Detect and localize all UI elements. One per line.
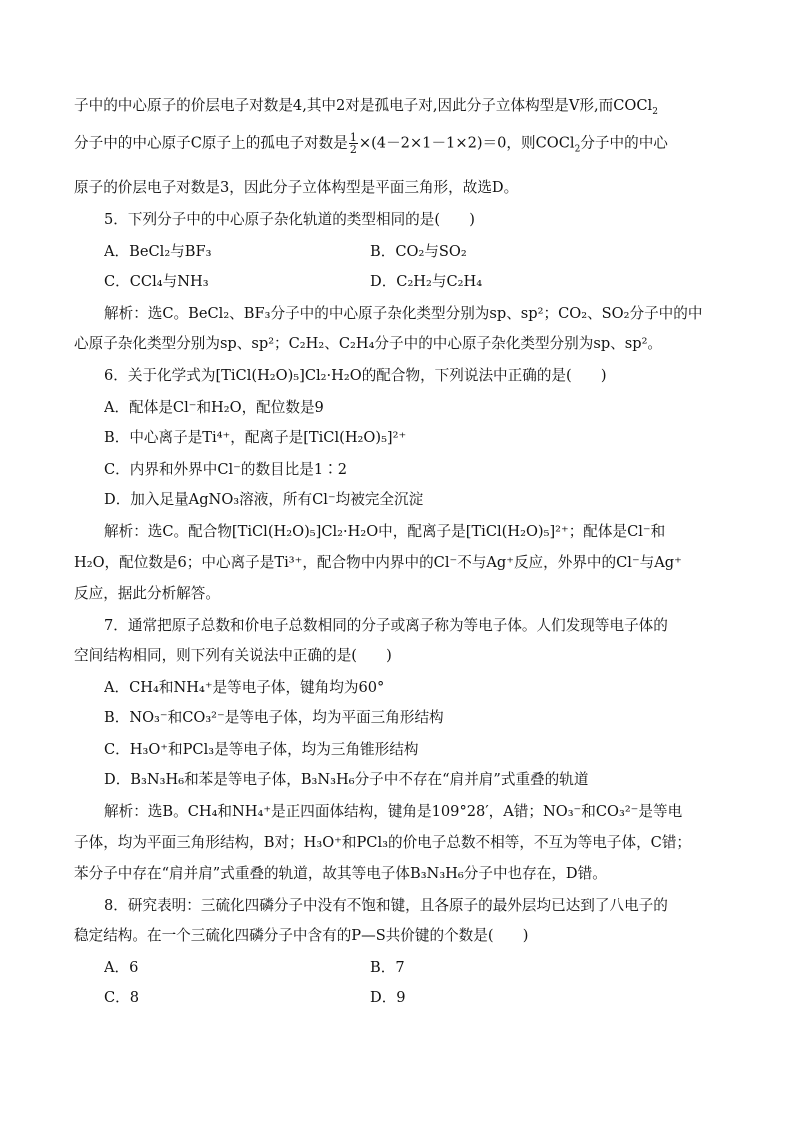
q5-explanation-line-2: 心原子杂化类型分别为sp、sp²；C₂H₂、C₂H₄分子中的中心原子杂化类型分别为sp、sp²。 (74, 335, 663, 352)
intro-line-2-sub: 2 (574, 144, 581, 155)
q7-stem-line-1: 7．通常把原子总数和价电子总数相同的分子或离子称为等电子体。人们发现等电子体的 (104, 617, 668, 634)
q5-stem: 5．下列分子中的中心原子杂化轨道的类型相同的是( ) (104, 211, 475, 228)
intro-line-2b: ×(4－2×1－1×2)＝0，则COCl (358, 134, 575, 152)
q7-explanation-line-1: 解析：选B。CH₄和NH₄⁺是正四面体结构，键角是109°28′，A错；NO₃⁻和CO₃²⁻是等电 (104, 803, 683, 820)
q6-explanation-line-2: H₂O，配位数是6；中心离子是Ti³⁺，配合物中内界中的Cl⁻不与Ag⁺反应，外界中的Cl⁻与Ag⁺ (74, 554, 682, 571)
q8-stem-line-2: 稳定结构。在一个三硫化四磷分子中含有的P—S共价键的个数是( ) (74, 927, 529, 944)
q6-explanation-line-1: 解析：选C。配合物[TiCl(H₂O)₅]Cl₂·H₂O中，配离子是[TiCl(H₂O)₅]²⁺；配体是Cl⁻和 (104, 523, 666, 540)
q6-stem: 6．关于化学式为[TiCl(H₂O)₅]Cl₂·H₂O的配合物，下列说法中正确的是( ) (104, 367, 607, 384)
intro-line-1 (74, 96, 724, 122)
q7-explanation-line-3: 苯分子中存在“肩并肩”式重叠的轨道，故其等电子体B₃N₃H₆分子中也存在，D错。 (74, 865, 607, 882)
fraction (349, 132, 358, 155)
q7-option-a: A．CH₄和NH₄⁺是等电子体，键角均为60° (104, 679, 385, 696)
q5-option-d: D．C₂H₂与C₂H₄ (370, 273, 483, 290)
q6-option-c: C．内界和外界中Cl⁻的数目比是1∶2 (104, 461, 347, 478)
intro-line-2c: 分子中的中心 (580, 134, 668, 152)
fraction-numerator: 1 (349, 132, 357, 144)
q7-stem-line-2: 空间结构相同，则下列有关说法中正确的是( ) (74, 647, 392, 664)
q6-option-a: A．配体是Cl⁻和H₂O，配位数是9 (104, 399, 324, 416)
q6-option-d: D．加入足量AgNO₃溶液，所有Cl⁻均被完全沉淀 (104, 491, 424, 508)
fraction-denominator: 2 (349, 143, 357, 156)
q8-stem-line-1: 8．研究表明：三硫化四磷分子中没有不饱和键，且各原子的最外层均已达到了八电子的 (104, 897, 668, 914)
q6-option-b: B．中心离子是Ti⁴⁺，配离子是[TiCl(H₂O)₅]²⁺ (104, 429, 407, 446)
intro-line-1-text: 子中的中心原子的价层电子对数是4,其中2对是孤电子对,因此分子立体构型是V形,而COCl (74, 97, 653, 114)
intro-line-2 (74, 132, 724, 159)
q5-option-a: A．BeCl₂与BF₃ (104, 243, 212, 260)
q7-option-c: C．H₃O⁺和PCl₃是等电子体，均为三角锥形结构 (104, 741, 419, 758)
intro-line-1-sub: 2 (652, 106, 658, 117)
q5-option-b: B．CO₂与SO₂ (370, 243, 467, 260)
q7-option-d: D．B₃N₃H₆和苯是等电子体，B₃N₃H₆分子中不存在“肩并肩”式重叠的轨道 (104, 771, 589, 788)
q8-option-d: D．9 (370, 989, 406, 1006)
q7-option-b: B．NO₃⁻和CO₃²⁻是等电子体，均为平面三角形结构 (104, 709, 444, 726)
intro-line-3: 原子的价层电子对数是3，因此分子立体构型是平面三角形，故选D。 (74, 179, 519, 196)
q5-option-c: C．CCl₄与NH₃ (104, 273, 209, 290)
q5-explanation-line-1: 解析：选C。BeCl₂、BF₃分子中的中心原子杂化类型分别为sp、sp²；CO₂、SO₂分子中的中 (104, 305, 703, 322)
q8-option-c: C．8 (104, 989, 140, 1006)
q8-option-b: B．7 (370, 959, 405, 976)
intro-line-2a: 分子中的中心原子C原子上的孤电子对数是 (74, 134, 348, 152)
q6-explanation-line-3: 反应，据此分析解答。 (74, 585, 220, 602)
q8-option-a: A．6 (104, 959, 139, 976)
q7-explanation-line-2: 子体，均为平面三角形结构，B对；H₃O⁺和PCl₃的价电子总数不相等，不互为等电子体，C错； (74, 834, 692, 851)
